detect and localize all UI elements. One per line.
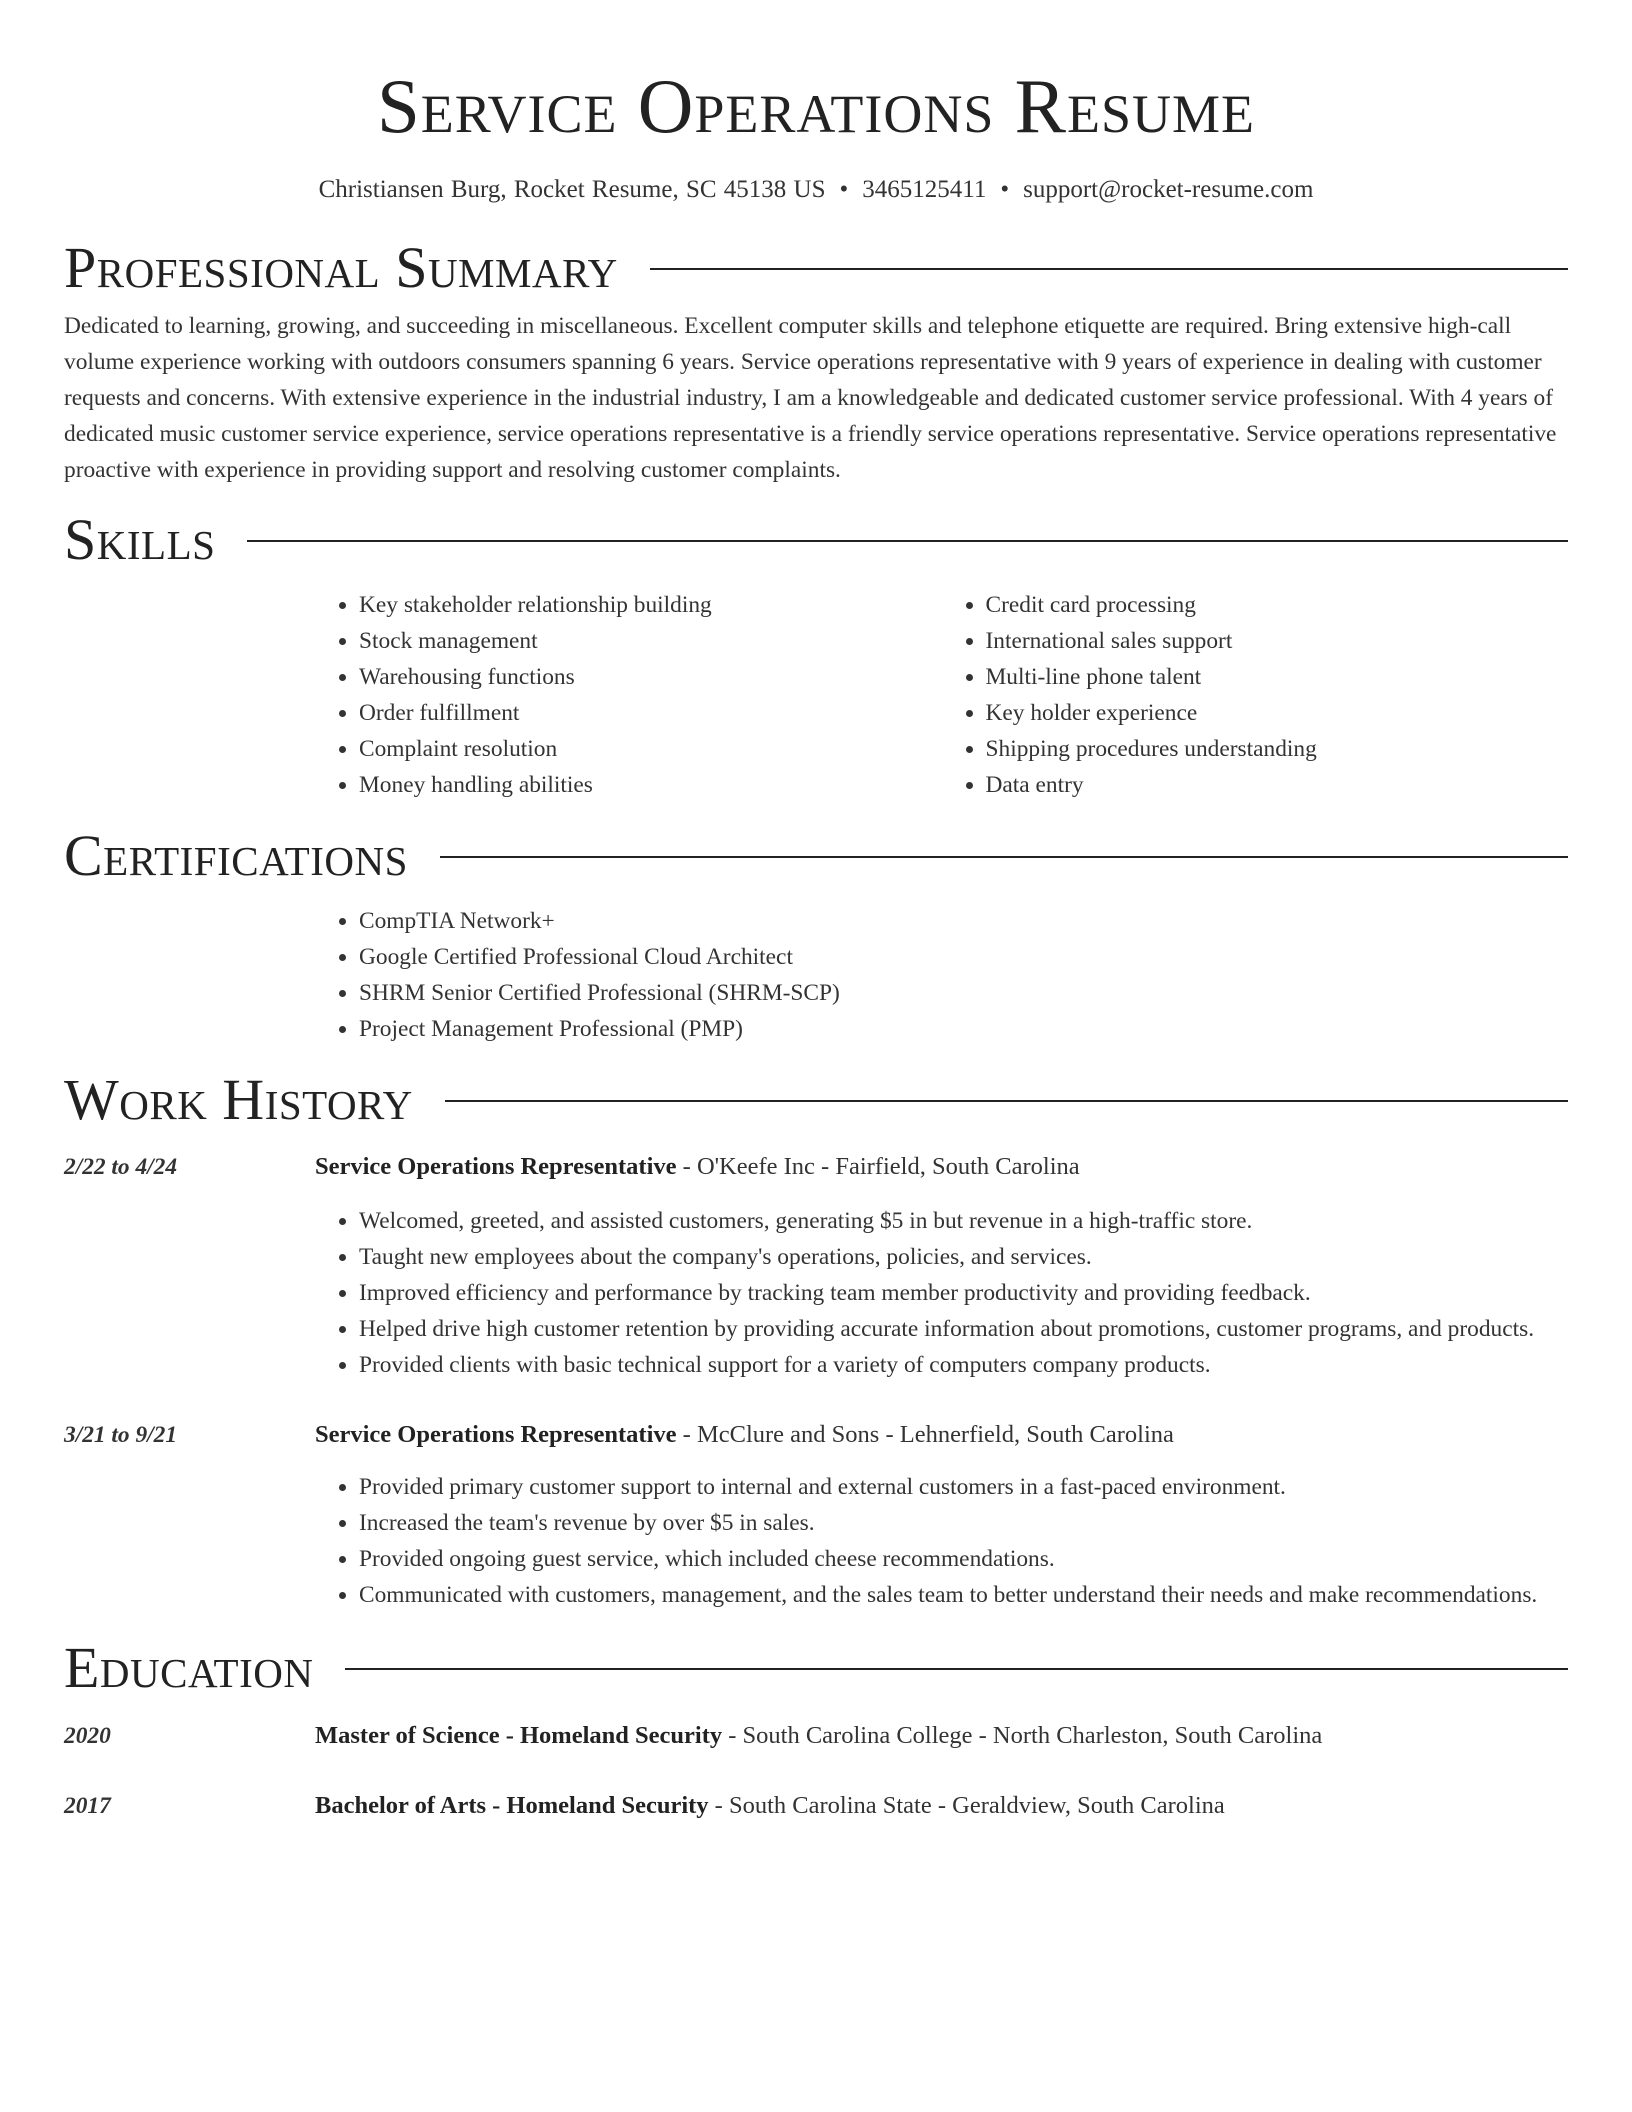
section-divider	[247, 540, 1568, 542]
list-item: • Money handling abilities	[359, 767, 942, 803]
education-line	[315, 1718, 1568, 1754]
school-location: - South Carolina College - North Charleston, South Carolina	[722, 1722, 1323, 1749]
skills-list-right	[942, 587, 1569, 803]
list-item: • Provided clients with basic technical support for a variety of computers company products.	[359, 1347, 1568, 1383]
section-title-summary: Professional Summary	[64, 235, 618, 300]
education-entry	[64, 1788, 1568, 1824]
work-entry-body	[315, 1149, 1568, 1383]
section-divider	[440, 856, 1568, 858]
separator-dot: •	[1000, 176, 1010, 203]
section-divider	[345, 1668, 1568, 1670]
list-item: • Improved efficiency and performance by tracking team member productivity and providing feedback.	[359, 1275, 1568, 1311]
section-header-summary	[64, 235, 1568, 301]
work-title-line	[315, 1417, 1568, 1453]
list-item: • Taught new employees about the company's operations, policies, and services.	[359, 1239, 1568, 1275]
contact-line	[64, 174, 1568, 206]
work-dates: 3/21 to 9/21	[64, 1422, 178, 1448]
school-location: - South Carolina State - Geraldview, South Carolina	[708, 1792, 1225, 1819]
list-item: • Communicated with customers, management, and the sales team to better understand their needs and make recommendations.	[359, 1577, 1568, 1613]
work-entry	[64, 1149, 1568, 1383]
list-item: • Multi-line phone talent	[986, 659, 1569, 695]
employer-location: - O'Keefe Inc - Fairfield, South Carolina	[676, 1153, 1080, 1180]
section-title-work: Work History	[64, 1067, 413, 1132]
degree: Master of Science - Homeland Security	[315, 1722, 723, 1749]
list-item: • Key holder experience	[986, 695, 1569, 731]
section-divider	[650, 268, 1568, 270]
section-title-education: Education	[64, 1635, 314, 1700]
skills-grid	[315, 587, 1568, 803]
education-entry	[64, 1718, 1568, 1754]
job-title: Service Operations Representative	[315, 1421, 677, 1448]
education-year: 2020	[64, 1723, 111, 1749]
list-item: • Shipping procedures understanding	[986, 731, 1569, 767]
work-title-line	[315, 1149, 1568, 1185]
education-entry-body	[315, 1788, 1568, 1824]
list-item: • Provided ongoing guest service, which included cheese recommendations.	[359, 1541, 1568, 1577]
list-item: • SHRM Senior Certified Professional (SHRM-SCP)	[359, 975, 1568, 1011]
list-item: • Google Certified Professional Cloud Architect	[359, 939, 1568, 975]
education-entry-body	[315, 1718, 1568, 1754]
email: support@rocket-resume.com	[1023, 176, 1314, 203]
education-year: 2017	[64, 1793, 111, 1819]
employer-location: - McClure and Sons - Lehnerfield, South Carolina	[676, 1421, 1174, 1448]
section-header-education	[64, 1635, 1568, 1701]
list-item: • CompTIA Network+	[359, 903, 1568, 939]
list-item: • Stock management	[359, 623, 942, 659]
list-item: • Increased the team's revenue by over $5 in sales.	[359, 1505, 1568, 1541]
list-item: • Order fulfillment	[359, 695, 942, 731]
list-item: • Welcomed, greeted, and assisted customers, generating $5 in but revenue in a high-traffic store.	[359, 1203, 1568, 1239]
address: Christiansen Burg, Rocket Resume, SC 45138 US	[318, 176, 826, 203]
section-divider	[445, 1100, 1568, 1102]
education-line	[315, 1788, 1568, 1824]
list-item: • Project Management Professional (PMP)	[359, 1011, 1568, 1047]
list-item: • Provided primary customer support to internal and external customers in a fast-paced environment.	[359, 1469, 1568, 1505]
section-header-work	[64, 1067, 1568, 1133]
summary-text: Dedicated to learning, growing, and succeeding in miscellaneous. Excellent computer skills and telephone etiquette are required. Bring extensive high-call volume experience working with outdoors consumers spanning 6 years. Service operations representative with 9 years of experience in dealing with customer requests and concerns. With extensive experience in the industrial industry, I am a knowledgeable and dedicated customer service professional. With 4 years of dedicated music customer service experience, service operations representative is a friendly service operations representative. Service operations representative proactive with experience in providing support and resolving customer complaints.	[64, 313, 1557, 483]
list-item: • International sales support	[986, 623, 1569, 659]
section-header-certifications	[64, 823, 1568, 889]
section-header-skills	[64, 507, 1568, 573]
list-item: • Helped drive high customer retention by providing accurate information about promotions, customer programs, and products.	[359, 1311, 1568, 1347]
section-title-certifications: Certifications	[64, 823, 408, 888]
resume-title: Service Operations Resume	[376, 63, 1255, 149]
degree: Bachelor of Arts - Homeland Security	[315, 1792, 709, 1819]
work-bullets	[315, 1203, 1568, 1383]
list-item: • Key stakeholder relationship building	[359, 587, 942, 623]
list-item: • Warehousing functions	[359, 659, 942, 695]
separator-dot: •	[839, 176, 849, 203]
resume-page	[64, 0, 1568, 1824]
section-title-skills: Skills	[64, 507, 216, 572]
list-item: • Data entry	[986, 767, 1569, 803]
list-item: • Complaint resolution	[359, 731, 942, 767]
work-entry	[64, 1417, 1568, 1613]
phone: 3465125411	[862, 176, 987, 203]
work-dates: 2/22 to 4/24	[64, 1154, 178, 1180]
certifications-list	[315, 903, 1568, 1047]
skills-list-left	[315, 587, 942, 803]
work-bullets	[315, 1469, 1568, 1613]
work-entry-body	[315, 1417, 1568, 1613]
list-item: • Credit card processing	[986, 587, 1569, 623]
job-title: Service Operations Representative	[315, 1153, 677, 1180]
